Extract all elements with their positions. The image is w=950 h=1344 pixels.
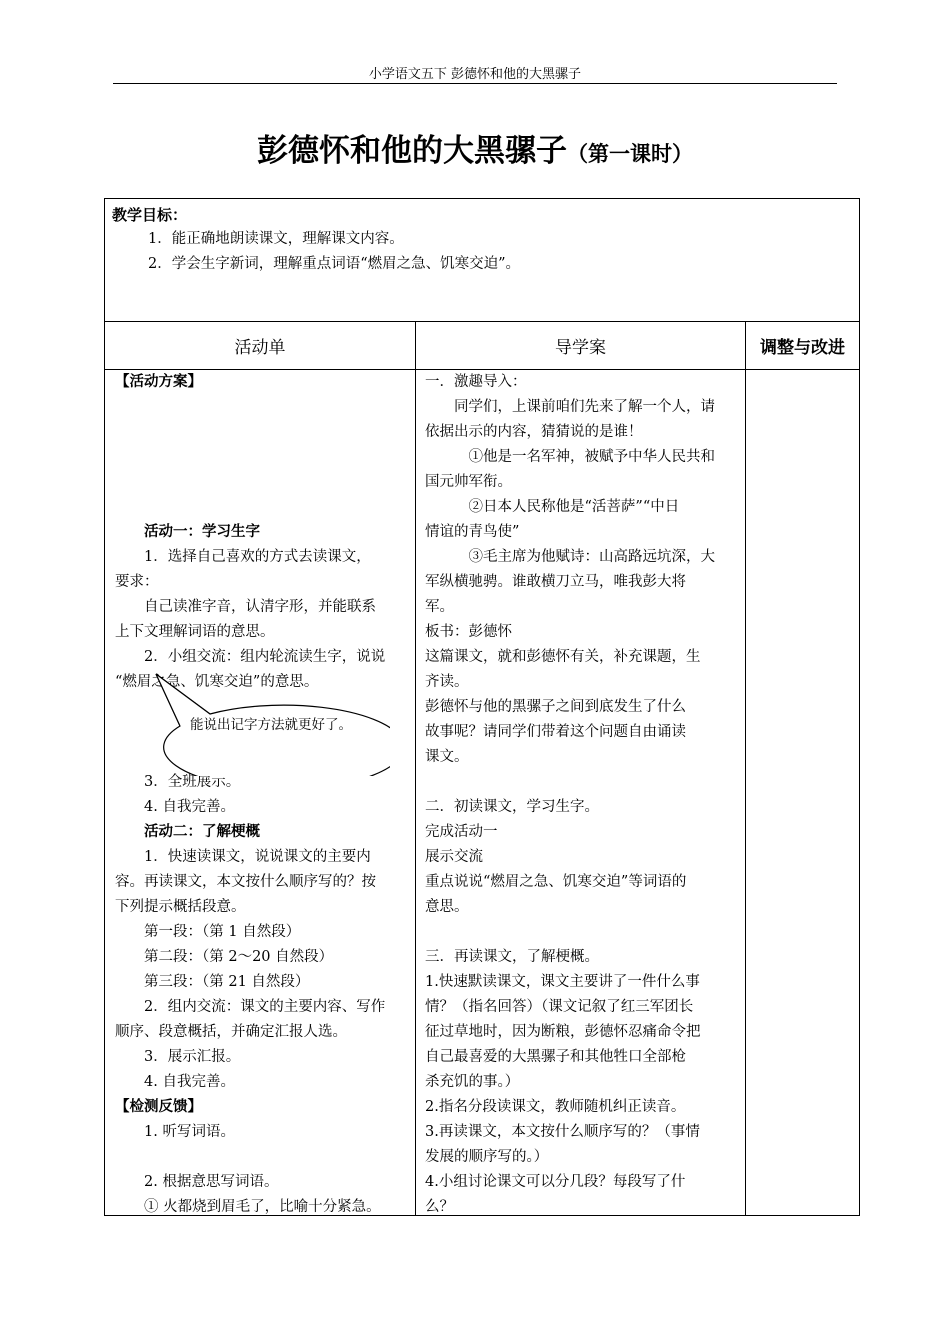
header-rule (113, 83, 837, 84)
text-line: 1．选择自己喜欢的方式去读课文， (115, 549, 371, 565)
teaching-goals (105, 199, 859, 322)
text-line: 顺序、段意概括，并确定汇报人选。 (115, 1024, 347, 1040)
goal-item: 1．能正确地朗读课文，理解课文内容。 (148, 231, 404, 247)
text-line: 一．激趣导入： (425, 374, 527, 390)
text-line: 活动二：了解梗概 (115, 824, 260, 840)
running-header: 小学语文五下 彭德怀和他的大黑骡子 (368, 67, 582, 82)
text-line: ① 火都烧到眉毛了，比喻十分紧急。 (115, 1199, 381, 1215)
text-line (115, 420, 411, 445)
text-line: 情？（指名回答）（课文记叙了红三军团长 (425, 999, 694, 1015)
text-line: 3．全班展示。 (115, 774, 241, 790)
text-line: ②日本人民称他是“活菩萨”“中日 (425, 499, 680, 515)
text-line: 彭德怀与他的黑骡子之间到底发生了什么 (425, 699, 686, 715)
text-line: 4. 自我完善。 (115, 799, 235, 815)
text-line: 杀充饥的事。） (425, 1074, 520, 1090)
text-line (115, 1145, 411, 1170)
text-line: 二．初读课文，学习生字。 (425, 799, 599, 815)
text-line: 重点说说“燃眉之急、饥寒交迫”等词语的 (425, 874, 687, 890)
text-line: 3．展示汇报。 (115, 1049, 241, 1065)
guide-column (425, 370, 743, 1220)
text-line: 意思。 (425, 899, 469, 915)
text-line: 1. 听写词语。 (115, 1124, 235, 1140)
page-title (0, 128, 950, 177)
text-line: 第三段：（第 21 自然段） (115, 974, 310, 990)
text-line: 4.小组讨论课文可以分几段？每段写了什 (425, 1174, 686, 1190)
text-line: 国元帅军衔。 (425, 474, 512, 490)
text-line: 发展的顺序写的。） (425, 1149, 549, 1165)
text-line: 3.再读课文，本文按什么顺序写的？（事情 (425, 1124, 700, 1140)
text-line: 自己最喜爱的大黑骡子和其他牲口全部枪 (425, 1049, 686, 1065)
text-line: 军纵横驰骋。谁敢横刀立马，唯我彭大将 (425, 574, 686, 590)
text-line: 征过草地时，因为断粮，彭德怀忍痛命令把 (425, 1024, 701, 1040)
column-header-adjust: 调整与改进 (760, 337, 845, 358)
text-line: 第一段：（第 1 自然段） (115, 924, 301, 940)
text-line: 第二段：（第 2～20 自然段） (115, 949, 334, 965)
text-line: 下列提示概括段意。 (115, 899, 246, 915)
text-line: 板书：彭德怀 (425, 624, 512, 640)
text-line: 1.快速默读课文，课文主要讲了一件什么事 (425, 974, 700, 990)
text-line: 【检测反馈】 (115, 1099, 202, 1115)
text-line: 课文。 (425, 749, 469, 765)
text-line: 么？ (425, 1199, 454, 1215)
text-line (115, 445, 411, 470)
text-line: 上下文理解词语的意思。 (115, 624, 275, 640)
text-line: 自己读准字音，认清字形，并能联系 (115, 599, 376, 615)
column-header-activity: 活动单 (234, 337, 286, 358)
text-line: ③毛主席为他赋诗：山高路远坑深，大 (425, 549, 715, 565)
text-line: 三．再读课文，了解梗概。 (425, 949, 599, 965)
text-line: 1．快速读课文，说说课文的主要内 (115, 849, 371, 865)
text-line (115, 395, 411, 420)
text-line: ①他是一名军神，被赋予中华人民共和 (425, 449, 715, 465)
goals-label: 教学目标： (112, 206, 188, 224)
text-line (425, 770, 743, 795)
text-line: 4. 自我完善。 (115, 1074, 235, 1090)
activity-column (115, 370, 411, 1220)
text-line: 依据出示的内容，猜猜说的是谁！ (425, 424, 643, 440)
text-line: 齐读。 (425, 674, 469, 690)
text-line: 展示交流 (425, 849, 483, 865)
text-line: 【活动方案】 (115, 374, 202, 390)
text-line: 故事呢？请同学们带着这个问题自由诵读 (425, 724, 686, 740)
text-line: 2．小组交流：组内轮流读生字，说说 (115, 649, 386, 665)
title-main: 彭德怀和他的大黑骡子 (257, 133, 567, 169)
column-header-guide: 导学案 (555, 337, 606, 358)
bubble-text: 能说出记字方法就更好了。 (190, 717, 352, 733)
text-line: 同学们，上课前咱们先来了解一个人，请 (425, 399, 715, 415)
text-line: 2.指名分段读课文，教师随机纠正读音。 (425, 1099, 686, 1115)
text-line: 2. 根据意思写词语。 (115, 1174, 279, 1190)
column-divider (745, 321, 746, 1215)
text-line: 活动一：学习生字 (115, 524, 260, 540)
text-line: 完成活动一 (425, 824, 498, 840)
text-line: 情谊的青鸟使” (425, 524, 520, 540)
goal-item: 2．学会生字新词，理解重点词语“燃眉之急、饥寒交迫”。 (148, 256, 521, 272)
title-sub: （第一课时） (567, 142, 693, 166)
text-line: 这篇课文，就和彭德怀有关，补充课题，生 (425, 649, 701, 665)
text-line (115, 495, 411, 520)
text-line (115, 470, 411, 495)
text-line: 容。再读课文，本文按什么顺序写的？按 (115, 874, 376, 890)
text-line: 军。 (425, 599, 454, 615)
text-line: 2．组内交流：课文的主要内容、写作 (115, 999, 386, 1015)
column-divider (415, 321, 416, 1215)
text-line (425, 920, 743, 945)
text-line: “燃眉之急、饥寒交迫”的意思。 (115, 674, 319, 690)
text-line: 要求： (115, 574, 159, 590)
